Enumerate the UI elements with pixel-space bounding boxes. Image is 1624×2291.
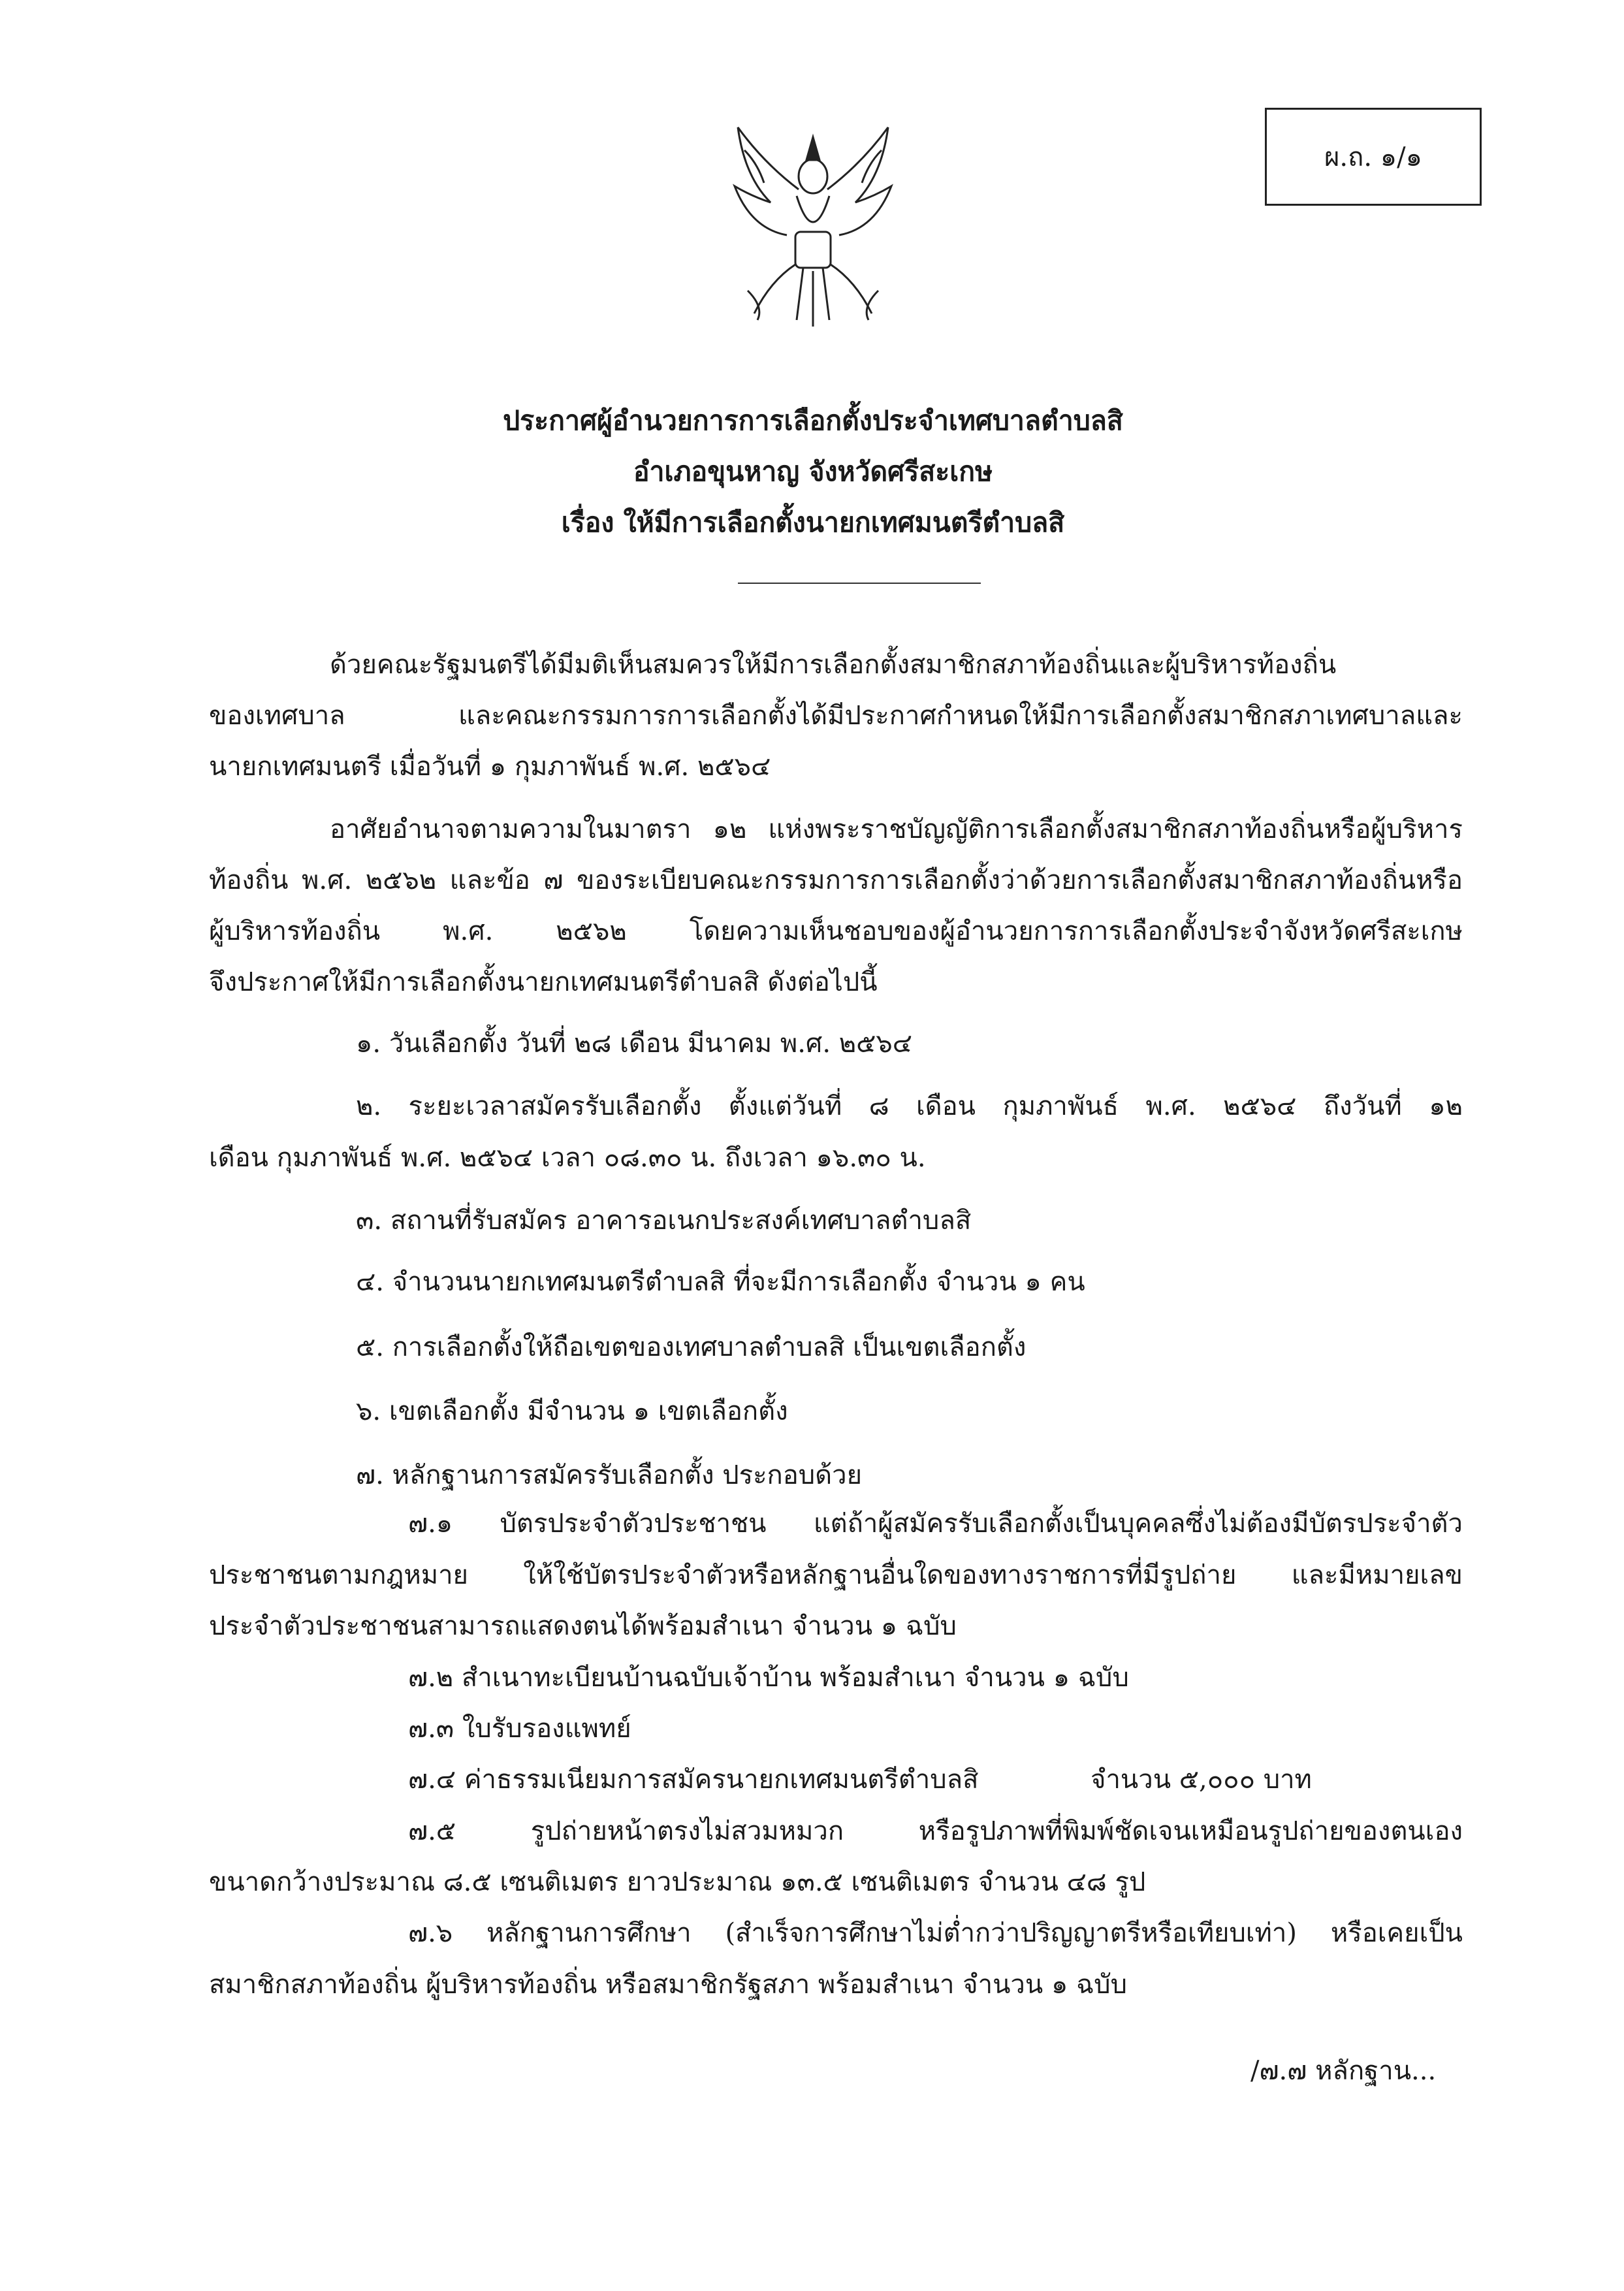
sub-7-6-line2: สมาชิกสภาท้องถิ่น ผู้บริหารท้องถิ่น หรือสมาชิกรัฐสภา พร้อมสำเนา จำนวน ๑ ฉบับ xyxy=(209,1970,1128,2000)
sub-7-1-line1: ๗.๑ บัตรประจำตัวประชาชน แต่ถ้าผู้สมัครรับเลือกตั้งเป็นบุคคลซึ่งไม่ต้องมีบัตรประจำตัว xyxy=(408,1509,1463,1539)
sub-7-6-line1: ๗.๖ หลักฐานการศึกษา (สำเร็จการศึกษาไม่ต่ำกว่าปริญญาตรีหรือเทียบเท่า) หรือเคยเป็น xyxy=(408,1918,1463,1948)
sub-7-1-line2: ประชาชนตามกฎหมาย ให้ใช้บัตรประจำตัวหรือหลักฐานอื่นใดของทางราชการที่มีรูปถ่าย และมีหมายเลข xyxy=(209,1560,1463,1590)
item-3: ๓. สถานที่รับสมัคร อาคารอเนกประสงค์เทศบาลตำบลสิ xyxy=(356,1206,972,1236)
announcement-location: อำเภอขุนหาญ จังหวัดศรีสะเกษ xyxy=(633,456,993,487)
sub-7-4-amount: จำนวน ๕,๐๐๐ บาท xyxy=(1091,1765,1312,1795)
announcement-subject: เรื่อง ให้มีการเลือกตั้งนายกเทศมนตรีตำบลสิ xyxy=(561,507,1065,538)
sub-7-4: ๗.๔ ค่าธรรมเนียมการสมัครนายกเทศมนตรีตำบลสิ xyxy=(408,1765,979,1795)
item-1: ๑. วันเลือกตั้ง วันที่ ๒๘ เดือน มีนาคม พ.ศ. ๒๕๖๔ xyxy=(356,1029,913,1059)
garuda-emblem-icon xyxy=(725,124,901,333)
preamble-p1-line3: นายกเทศมนตรี เมื่อวันที่ ๑ กุมภาพันธ์ พ.ศ. ๒๕๖๔ xyxy=(209,752,771,782)
item-2-line2: เดือน กุมภาพันธ์ พ.ศ. ๒๕๖๔ เวลา ๐๘.๓๐ น. ถึงเวลา ๑๖.๓๐ น. xyxy=(209,1143,926,1173)
sub-7-3: ๗.๓ ใบรับรองแพทย์ xyxy=(408,1714,631,1744)
item-6: ๖. เขตเลือกตั้ง มีจำนวน ๑ เขตเลือกตั้ง xyxy=(356,1396,788,1426)
preamble-p2-line4: จึงประกาศให้มีการเลือกตั้งนายกเทศมนตรีตำบลสิ ดังต่อไปนี้ xyxy=(209,967,878,997)
preamble-p1-line2: ของเทศบาล และคณะกรรมการการเลือกตั้งได้มีประกาศกำหนดให้มีการเลือกตั้งสมาชิกสภาเทศบาลและ xyxy=(209,701,1463,731)
continuation-note: /๗.๗ หลักฐาน... xyxy=(1250,2056,1437,2086)
sub-7-5-line1: ๗.๕ รูปถ่ายหน้าตรงไม่สวมหมวก หรือรูปภาพที่พิมพ์ชัดเจนเหมือนรูปถ่ายของตนเอง xyxy=(408,1816,1463,1846)
preamble-p2-line3: ผู้บริหารท้องถิ่น พ.ศ. ๒๕๖๒ โดยความเห็นชอบของผู้อำนวยการการเลือกตั้งประจำจังหวัดศรีสะเกษ xyxy=(209,916,1463,946)
item-7: ๗. หลักฐานการสมัครรับเลือกตั้ง ประกอบด้วย xyxy=(356,1460,863,1490)
announcement-title: ประกาศผู้อำนวยการการเลือกตั้งประจำเทศบาลตำบลสิ xyxy=(503,405,1123,436)
form-code: ผ.ถ. ๑/๑ xyxy=(1324,142,1423,172)
sub-7-2: ๗.๒ สำเนาทะเบียนบ้านฉบับเจ้าบ้าน พร้อมสำเนา จำนวน ๑ ฉบับ xyxy=(408,1663,1129,1693)
preamble-p2-line1: อาศัยอำนาจตามความในมาตรา ๑๒ แห่งพระราชบัญญัติการเลือกตั้งสมาชิกสภาท้องถิ่นหรือผู้บริหาร xyxy=(330,814,1463,844)
sub-7-5-line2: ขนาดกว้างประมาณ ๘.๕ เซนติเมตร ยาวประมาณ ๑๓.๕ เซนติเมตร จำนวน ๔๘ รูป xyxy=(209,1867,1146,1897)
item-5: ๕. การเลือกตั้งให้ถือเขตของเทศบาลตำบลสิ เป็นเขตเลือกตั้ง xyxy=(356,1332,1027,1362)
item-4: ๔. จำนวนนายกเทศมนตรีตำบลสิ ที่จะมีการเลือกตั้ง จำนวน ๑ คน xyxy=(356,1267,1085,1297)
sub-7-1-line3: ประจำตัวประชาชนสามารถแสดงตนได้พร้อมสำเนา จำนวน ๑ ฉบับ xyxy=(209,1611,957,1641)
item-2-line1: ๒. ระยะเวลาสมัครรับเลือกตั้ง ตั้งแต่วันที่ ๘ เดือน กุมภาพันธ์ พ.ศ. ๒๕๖๔ ถึงวันที่ ๑๒ xyxy=(356,1091,1463,1121)
preamble-p1-line1: ด้วยคณะรัฐมนตรีได้มีมติเห็นสมควรให้มีการเลือกตั้งสมาชิกสภาท้องถิ่นและผู้บริหารท้องถิ่น xyxy=(330,650,1337,680)
preamble-p2-line2: ท้องถิ่น พ.ศ. ๒๕๖๒ และข้อ ๗ ของระเบียบคณะกรรมการการเลือกตั้งว่าด้วยการเลือกตั้งสมาชิกสภาท้องถิ่นหรือ xyxy=(209,865,1463,895)
title-divider xyxy=(738,583,981,584)
form-code-box xyxy=(1265,108,1482,206)
